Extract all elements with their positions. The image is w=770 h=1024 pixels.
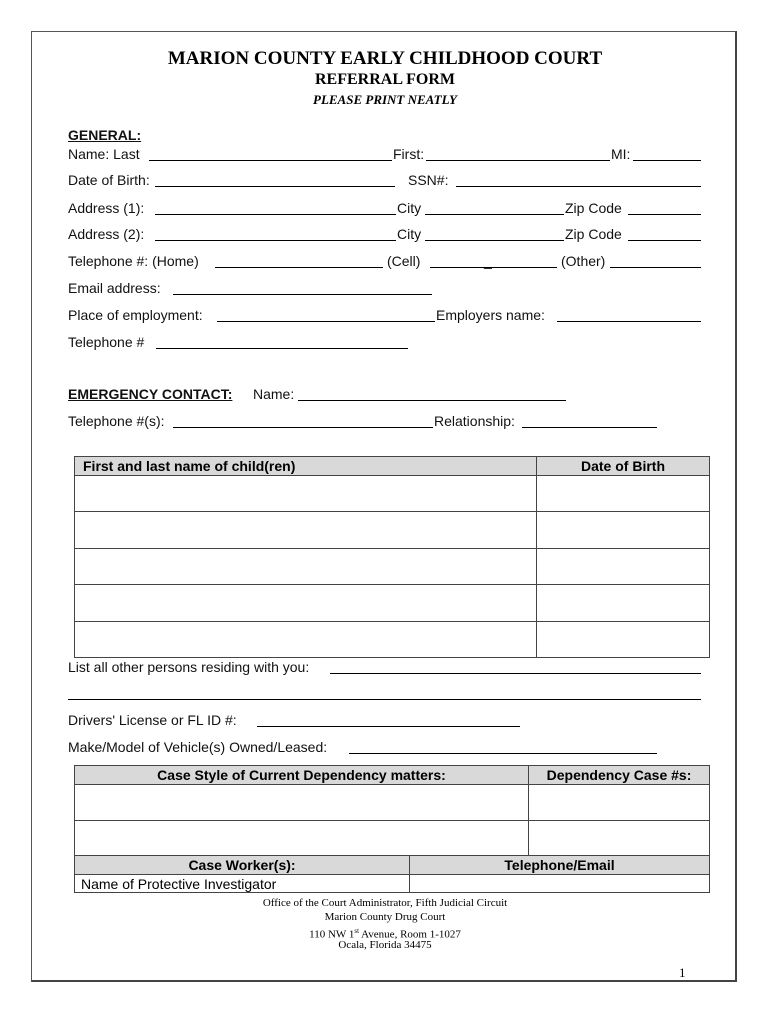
address1-zip-label: Zip Code (565, 200, 622, 216)
address2-field[interactable] (155, 240, 396, 241)
footer-city: Ocala, Florida 34475 (338, 939, 432, 951)
dob-label: Date of Birth: (68, 172, 150, 188)
children-dob-header: Date of Birth (537, 457, 710, 476)
protective-investigator-label: Name of Protective Investigator (75, 875, 410, 893)
address2-zip-field[interactable] (628, 240, 701, 241)
child-name-cell[interactable] (75, 585, 537, 622)
child-dob-cell[interactable] (537, 512, 710, 549)
table-row (75, 622, 710, 658)
tel-cell-separator: _ (484, 253, 492, 269)
emergency-name-label: Name: (253, 386, 295, 402)
protective-investigator-phone-cell[interactable] (410, 875, 710, 893)
emergency-telephone-label: Telephone #(s): (68, 413, 165, 429)
child-dob-cell[interactable] (537, 585, 710, 622)
email-field[interactable] (173, 294, 432, 295)
case-number-cell[interactable] (529, 821, 710, 857)
address1-city-field[interactable] (425, 214, 564, 215)
vehicle-field[interactable] (349, 753, 657, 754)
tel-other-label: (Other) (561, 253, 606, 269)
table-row (75, 585, 710, 622)
employment-field[interactable] (217, 321, 435, 322)
email-label: Email address: (68, 280, 161, 296)
case-worker-table (74, 855, 710, 893)
form-title: MARION COUNTY EARLY CHILDHOOD COURT (167, 48, 603, 69)
child-dob-cell[interactable] (537, 549, 710, 585)
other-persons-field-line2[interactable] (68, 699, 701, 700)
dob-field[interactable] (155, 186, 395, 187)
employment-label: Place of employment: (68, 307, 203, 323)
address1-city-label: City (397, 200, 422, 216)
footer-address-street: 110 NW 1 (309, 928, 355, 941)
address2-zip-label: Zip Code (565, 226, 622, 242)
case-number-cell[interactable] (529, 785, 710, 821)
relationship-field[interactable] (522, 427, 657, 428)
license-field[interactable] (257, 726, 520, 727)
case-phone-header: Telephone/Email (410, 856, 710, 875)
tel-home-label: Telephone #: (Home) (68, 253, 199, 269)
emergency-heading: EMERGENCY CONTACT: (68, 386, 233, 402)
footer-office: Office of the Court Administrator, Fifth Judicial Circuit (262, 897, 508, 909)
tel-home-field[interactable] (215, 267, 383, 268)
general-heading: GENERAL: (68, 127, 142, 143)
mi-field[interactable] (633, 160, 701, 161)
child-dob-cell[interactable] (537, 476, 710, 512)
vehicle-label: Make/Model of Vehicle(s) Owned/Leased: (68, 739, 328, 755)
address2-city-field[interactable] (425, 240, 564, 241)
employer-telephone-field[interactable] (156, 348, 408, 349)
address1-zip-field[interactable] (628, 214, 701, 215)
other-persons-label: List all other persons residing with you: (68, 659, 310, 675)
other-persons-field[interactable] (330, 673, 701, 674)
ssn-label: SSN#: (408, 172, 449, 188)
emergency-name-field[interactable] (298, 400, 566, 401)
table-row (75, 785, 710, 821)
case-number-header: Dependency Case #s: (529, 766, 710, 785)
footer-court: Marion County Drug Court (324, 911, 446, 923)
name-last-field[interactable] (149, 160, 392, 161)
address2-city-label: City (397, 226, 422, 242)
child-name-cell[interactable] (75, 549, 537, 585)
table-row (75, 821, 710, 857)
child-dob-cell[interactable] (537, 622, 710, 658)
tel-other-field[interactable] (610, 267, 701, 268)
tel-cell-label: (Cell) (387, 253, 421, 269)
table-row (75, 549, 710, 585)
employer-name-label: Employers name: (436, 307, 545, 323)
table-row (75, 476, 710, 512)
ssn-field[interactable] (456, 186, 701, 187)
footer-address-room: Avenue, Room 1-1027 (359, 928, 461, 941)
emergency-telephone-field[interactable] (173, 427, 433, 428)
table-row (75, 512, 710, 549)
address2-label: Address (2): (68, 226, 145, 242)
child-name-cell[interactable] (75, 476, 537, 512)
license-label: Drivers' License or FL ID #: (68, 712, 237, 728)
employer-name-field[interactable] (557, 321, 701, 322)
case-style-cell[interactable] (75, 785, 529, 821)
page-number: 1 (679, 965, 686, 980)
children-table (74, 456, 710, 658)
tel-cell-field[interactable] (430, 267, 557, 268)
mi-label: MI: (611, 146, 631, 162)
child-name-cell[interactable] (75, 512, 537, 549)
footer-address-ordinal: st (354, 927, 360, 935)
case-table (74, 765, 710, 857)
case-worker-header: Case Worker(s): (75, 856, 410, 875)
name-last-label: Name: Last (68, 146, 140, 162)
employer-telephone-label: Telephone # (68, 334, 145, 350)
form-subtitle: REFERRAL FORM (315, 71, 455, 88)
relationship-label: Relationship: (434, 413, 515, 429)
case-style-cell[interactable] (75, 821, 529, 857)
first-name-label: First: (393, 146, 425, 162)
first-name-field[interactable] (426, 160, 610, 161)
address1-label: Address (1): (68, 200, 145, 216)
address1-field[interactable] (155, 214, 396, 215)
child-name-cell[interactable] (75, 622, 537, 658)
table-row (75, 875, 710, 893)
case-style-header: Case Style of Current Dependency matters: (75, 766, 529, 785)
children-name-header: First and last name of child(ren) (75, 457, 537, 476)
form-instruction: PLEASE PRINT NEATLY (313, 92, 457, 107)
